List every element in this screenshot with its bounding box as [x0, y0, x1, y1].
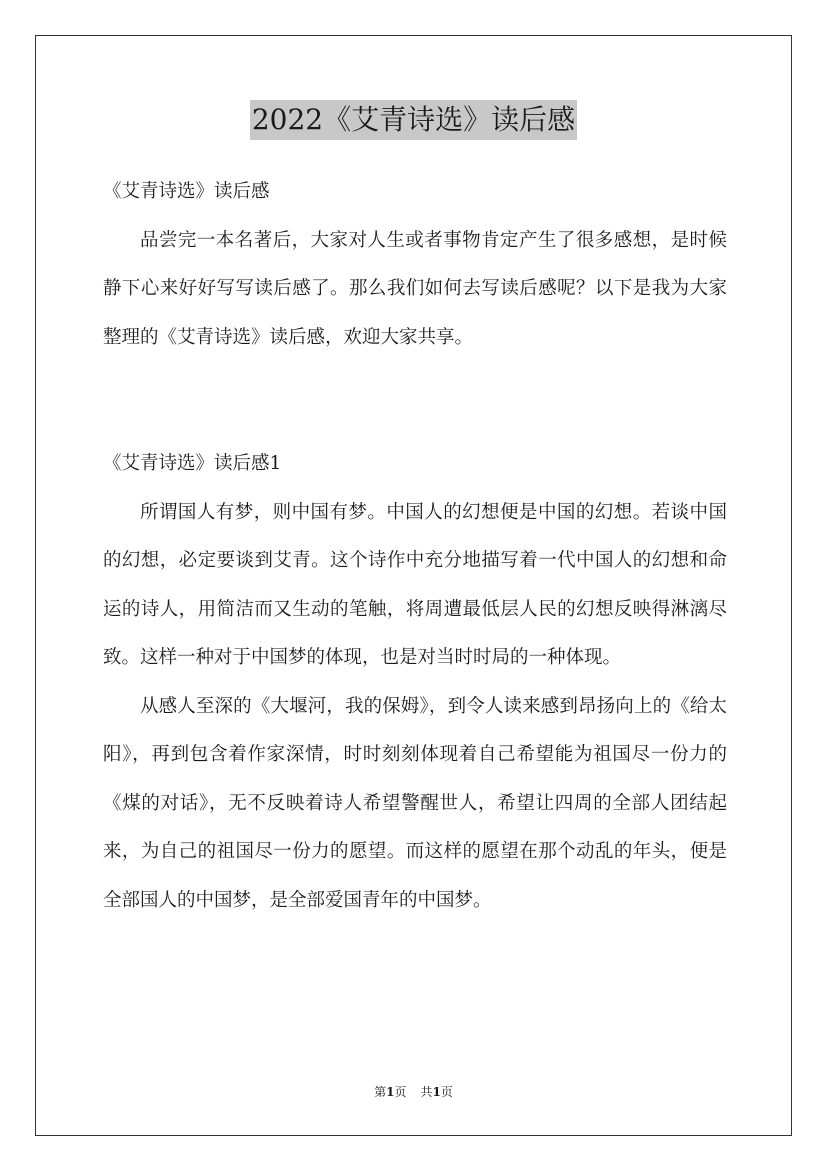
page-footer: [0, 1084, 827, 1100]
subtitle: 《艾青诗选》读后感: [103, 181, 270, 202]
footer-page-suffix: 页: [394, 1085, 407, 1099]
footer-total-number: 1: [432, 1085, 441, 1099]
footer-total-prefix: 共: [420, 1085, 433, 1099]
footer-page-prefix: 第: [374, 1085, 387, 1099]
section-1-paragraph-1: 所谓国人有梦，则中国有梦。中国人的幻想便是中国的幻想。若谈中国的幻想，必定要谈到艾青。这个诗作中充分地描写着一代中国人的幻想和命运的诗人，用简洁而又生动的笔触，将周遭最低层人民的幻想反映得淋漓尽致。这样一种对于中国梦的体现，也是对当时时局的一种体现。: [103, 501, 727, 668]
document-title: 2022《艾青诗选》读后感: [250, 100, 577, 140]
footer-total-suffix: 页: [440, 1085, 453, 1099]
section-1-heading: 《艾青诗选》读后感1: [103, 453, 282, 474]
document-title-wrapper: [0, 100, 827, 140]
intro-paragraph: 品尝完一本名著后，大家对人生或者事物肯定产生了很多感想，是时候静下心来好好写写读后感了。那么我们如何去写读后感呢？以下是我为大家整理的《艾青诗选》读后感，欢迎大家共享。: [103, 229, 727, 348]
intro-block: [103, 168, 727, 362]
section-1: [103, 440, 727, 925]
section-1-paragraph-2: 从感人至深的《大堰河，我的保姆》，到令人读来感到昂扬向上的《给太阳》，再到包含着作家深情，时时刻刻体现着自己希望能为祖国尽一份力的《煤的对话》，无不反映着诗人希望警醒世人，希望让四周的全部人团结起来，为自己的祖国尽一份力的愿望。而这样的愿望在那个动乱的年头，便是全部国人的中国梦，是全部爱国青年的中国梦。: [103, 695, 727, 911]
footer-page-number: 1: [386, 1085, 395, 1099]
